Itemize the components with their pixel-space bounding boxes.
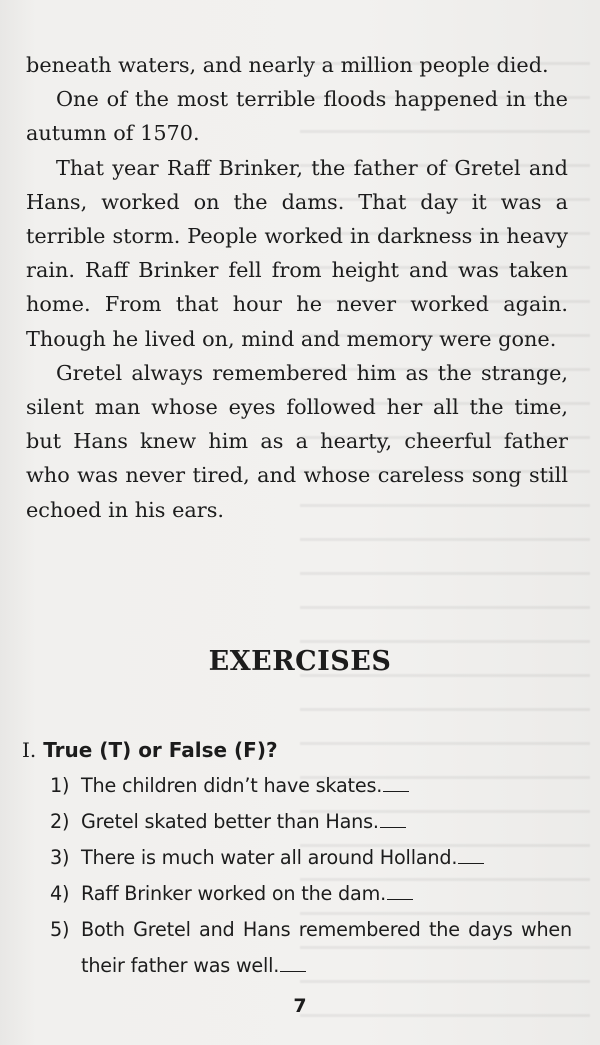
statement-text: Raff Brinker worked on the dam. <box>81 882 386 905</box>
answer-blank[interactable] <box>458 862 484 864</box>
statement-item <box>22 912 572 984</box>
exercise-true-false <box>22 732 572 984</box>
statement-number: 5) <box>50 918 70 941</box>
exercise-title <box>22 732 572 768</box>
statement-item <box>22 840 572 876</box>
answer-blank[interactable] <box>387 898 413 900</box>
page-number: 7 <box>293 995 307 1017</box>
exercise-instruction: True (T) or False (F)? <box>43 738 278 762</box>
statement-number: 3) <box>50 846 70 869</box>
story-paragraph: beneath waters, and nearly a million people died. <box>26 53 549 77</box>
story-paragraph: That year Raff Brinker, the father of Gretel and Hans, worked on the dams. That day it was a terrible storm. People worked in darkness in heavy rain. Raff Brinker fell from height and was taken home. From that hour he never worked again. Though he lived on, mind and memory were gone. <box>26 155 568 351</box>
statement-number: 1) <box>50 774 70 797</box>
statement-item <box>22 768 572 804</box>
statement-text: Both Gretel and Hans remembered the days when their father was well. <box>81 918 572 977</box>
statement-list <box>22 768 572 984</box>
statement-text: The children didn’t have skates. <box>81 774 383 797</box>
exercises-heading: EXERCISES <box>208 646 392 677</box>
statement-number: 4) <box>50 882 70 905</box>
exercise-number: I. <box>22 738 37 762</box>
statement-text: There is much water all around Holland. <box>81 846 458 869</box>
answer-blank[interactable] <box>380 826 406 828</box>
statement-text: Gretel skated better than Hans. <box>81 810 379 833</box>
answer-blank[interactable] <box>280 970 306 972</box>
answer-blank[interactable] <box>383 790 409 792</box>
statement-item <box>22 876 572 912</box>
story-text <box>26 48 568 527</box>
statement-number: 2) <box>50 810 70 833</box>
story-paragraph: One of the most terrible floods happened in the autumn of 1570. <box>26 87 568 146</box>
story-paragraph: Gretel always remembered him as the strange, silent man whose eyes followed her all the time, but Hans knew him as a hearty, cheerful father who was never tired, and whose careless song still echoed in his ears. <box>26 360 568 522</box>
statement-item <box>22 804 572 840</box>
